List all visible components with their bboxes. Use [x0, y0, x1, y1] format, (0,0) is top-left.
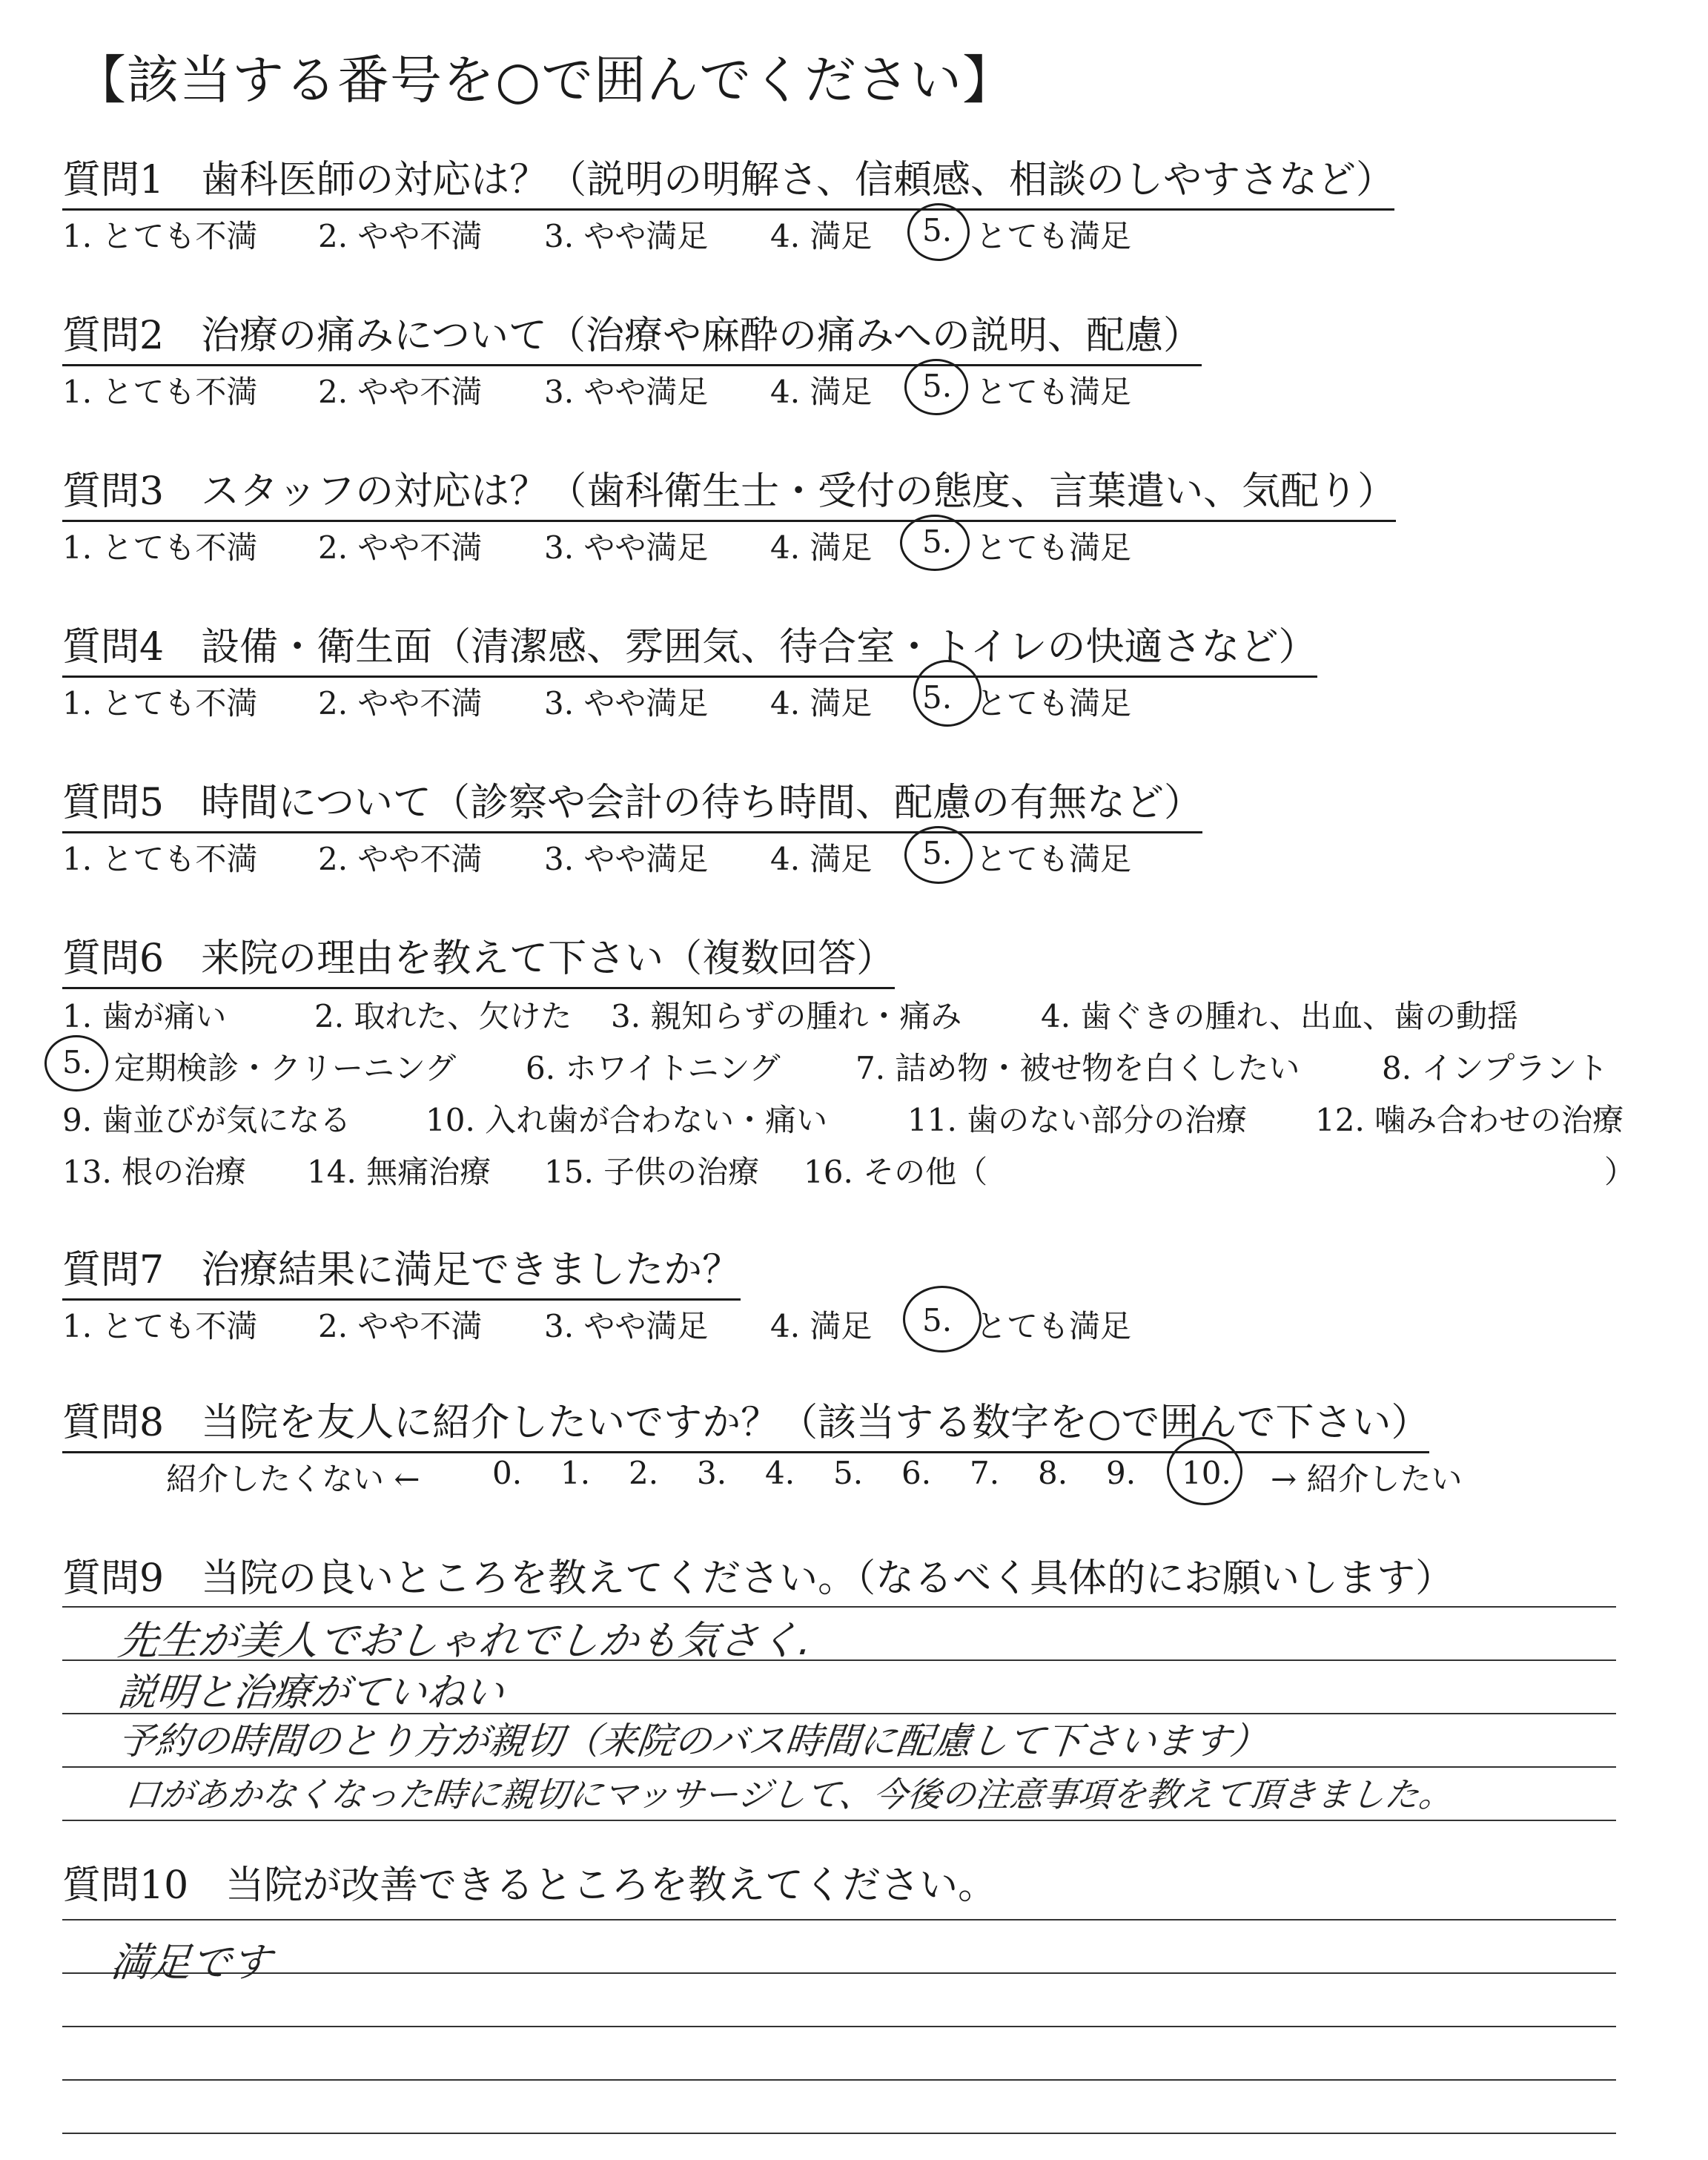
reason-option-11[interactable]: 11. 歯のない部分の治療 — [907, 1102, 1248, 1138]
handwritten-answer-line-1: 先生が美人でおしゃれでしかも気さく. — [116, 1617, 815, 1664]
option-5[interactable]: 5. — [922, 368, 953, 404]
option-4[interactable]: 4. 満足 — [770, 529, 873, 566]
reason-option-16-close: ） — [1604, 1154, 1636, 1190]
recommend-2[interactable]: 2. — [629, 1455, 659, 1491]
reason-option-5-label: 定期検診・クリーニング — [114, 1050, 457, 1086]
recommend-9[interactable]: 9. — [1106, 1455, 1136, 1491]
handwritten-answer-10: 満足です — [108, 1939, 274, 1986]
recommend-8[interactable]: 8. — [1038, 1455, 1068, 1491]
reason-option-5[interactable]: 5. — [62, 1044, 93, 1080]
question-number: 質問8 — [62, 1401, 165, 1445]
option-1[interactable]: 1. とても不満 — [62, 374, 258, 410]
option-3[interactable]: 3. やや満足 — [544, 529, 709, 566]
recommend-7[interactable]: 7. — [970, 1455, 1000, 1491]
option-2[interactable]: 2. やや不満 — [318, 685, 483, 721]
reason-option-3[interactable]: 3. 親知らずの腫れ・痛み — [611, 998, 962, 1034]
question-number: 質問10 — [62, 1863, 189, 1908]
question-number: 質問2 — [62, 314, 165, 358]
recommend-right-label: → 紹介したい — [1271, 1461, 1463, 1497]
answer-line — [62, 1972, 1616, 1974]
reason-option-14[interactable]: 14. 無痛治療 — [307, 1154, 491, 1190]
recommend-3[interactable]: 3. — [697, 1455, 727, 1491]
question-title — [62, 304, 1202, 366]
option-4[interactable]: 4. 満足 — [770, 374, 873, 410]
question-text: 当院の良いところを教えてください。（なるべく具体的にお願いします） — [201, 1556, 1454, 1601]
question-title — [62, 1238, 741, 1301]
answer-line — [62, 1820, 1616, 1821]
question-number: 質問5 — [62, 781, 165, 825]
question-number: 質問7 — [62, 1248, 165, 1292]
question-number: 質問6 — [62, 937, 165, 981]
option-1[interactable]: 1. とても不満 — [62, 1308, 258, 1344]
option-2[interactable]: 2. やや不満 — [318, 841, 483, 877]
question-title — [62, 460, 1396, 522]
answer-line — [62, 2026, 1616, 2027]
recommend-0[interactable]: 0. — [492, 1455, 523, 1491]
option-5-label: とても満足 — [976, 685, 1132, 721]
option-5-label: とても満足 — [976, 529, 1132, 566]
handwritten-answer-line-2: 説明と治療がていねい — [116, 1671, 506, 1715]
reason-option-6[interactable]: 6. ホワイトニング — [526, 1050, 781, 1086]
reason-option-12[interactable]: 12. 噛み合わせの治療 — [1315, 1102, 1624, 1138]
option-3[interactable]: 3. やや満足 — [544, 218, 709, 254]
option-5-label: とても満足 — [976, 374, 1132, 410]
option-3[interactable]: 3. やや満足 — [544, 685, 709, 721]
option-1[interactable]: 1. とても不満 — [62, 685, 258, 721]
question-number: 質問1 — [62, 158, 165, 202]
reason-option-2[interactable]: 2. 取れた、欠けた — [314, 998, 572, 1034]
option-4[interactable]: 4. 満足 — [770, 685, 873, 721]
question-title — [62, 927, 895, 989]
option-2[interactable]: 2. やや不満 — [318, 374, 483, 410]
option-4[interactable]: 4. 満足 — [770, 841, 873, 877]
question-title — [62, 615, 1317, 678]
question-text: 歯科医師の対応は？（説明の明解さ、信頼感、相談のしやすさなど） — [201, 158, 1395, 202]
reason-option-10[interactable]: 10. 入れ歯が合わない・痛い — [426, 1102, 828, 1138]
answer-line — [62, 2079, 1616, 2081]
handwritten-answer-line-4: 口があかなくなった時に親切にマッサージして、今後の注意事項を教えて頂きました。 — [123, 1774, 1455, 1814]
option-2[interactable]: 2. やや不満 — [318, 218, 483, 254]
option-2[interactable]: 2. やや不満 — [318, 1308, 483, 1344]
question-text: 治療結果に満足できましたか？ — [201, 1248, 741, 1292]
reason-option-13[interactable]: 13. 根の治療 — [62, 1154, 247, 1190]
recommend-5[interactable]: 5. — [833, 1455, 864, 1491]
option-5[interactable]: 5. — [922, 835, 953, 871]
reason-option-1[interactable]: 1. 歯が痛い — [62, 998, 227, 1034]
reason-option-16[interactable]: 16. その他（ — [804, 1154, 988, 1190]
option-4[interactable]: 4. 満足 — [770, 218, 873, 254]
handwritten-answer-line-3: 予約の時間のとり方が親切（来院のバス時間に配慮して下さいます） — [116, 1720, 1270, 1763]
recommend-6[interactable]: 6. — [901, 1455, 932, 1491]
reason-option-7[interactable]: 7. 詰め物・被せ物を白くしたい — [855, 1050, 1300, 1086]
reason-option-8[interactable]: 8. インプラント — [1382, 1050, 1609, 1086]
question-text: スタッフの対応は？（歯科衛生士・受付の態度、言葉遣い、気配り） — [201, 469, 1397, 514]
question-title — [62, 1547, 1454, 1607]
answer-line — [62, 2133, 1616, 2134]
question-title — [62, 771, 1202, 833]
question-number: 質問9 — [62, 1556, 165, 1601]
option-5[interactable]: 5. — [922, 679, 953, 716]
question-title — [62, 1391, 1429, 1453]
option-3[interactable]: 3. やや満足 — [544, 1308, 709, 1344]
reason-option-4[interactable]: 4. 歯ぐきの腫れ、出血、歯の動揺 — [1041, 998, 1518, 1034]
option-1[interactable]: 1. とても不満 — [62, 218, 258, 254]
question-text: 時間について（診察や会計の待ち時間、配慮の有無など） — [201, 781, 1203, 825]
recommend-left-label: 紹介したくない ← — [166, 1461, 420, 1497]
answer-line — [62, 1606, 1616, 1608]
option-3[interactable]: 3. やや満足 — [544, 841, 709, 877]
option-5-label: とても満足 — [976, 841, 1132, 877]
question-text: 当院を友人に紹介したいですか？（該当する数字を○で囲んで下さい） — [201, 1401, 1430, 1445]
question-number: 質問4 — [62, 625, 165, 670]
reason-option-9[interactable]: 9. 歯並びが気になる — [62, 1102, 351, 1138]
option-5[interactable]: 5. — [922, 524, 953, 560]
option-3[interactable]: 3. やや満足 — [544, 374, 709, 410]
question-text: 治療の痛みについて（治療や麻酔の痛みへの説明、配慮） — [201, 314, 1202, 358]
option-1[interactable]: 1. とても不満 — [62, 529, 258, 566]
recommend-4[interactable]: 4. — [765, 1455, 795, 1491]
option-4[interactable]: 4. 満足 — [770, 1308, 873, 1344]
option-1[interactable]: 1. とても不満 — [62, 841, 258, 877]
page-title: 【該当する番号を○で囲んでください】 — [74, 50, 1016, 110]
option-2[interactable]: 2. やや不満 — [318, 529, 483, 566]
recommend-1[interactable]: 1. — [560, 1455, 591, 1491]
reason-option-15[interactable]: 15. 子供の治療 — [544, 1154, 760, 1190]
recommend-10[interactable]: 10. — [1182, 1455, 1231, 1491]
option-5-label: とても満足 — [976, 1308, 1132, 1344]
question-text: 来院の理由を教えて下さい（複数回答） — [201, 937, 896, 981]
answer-line — [62, 1919, 1616, 1920]
option-5-label: とても満足 — [976, 218, 1132, 254]
question-text: 設備・衛生面（清潔感、雰囲気、待合室・トイレの快適さなど） — [201, 625, 1317, 670]
question-text: 当院が改善できるところを教えてください。 — [225, 1863, 997, 1908]
option-5[interactable]: 5. — [922, 1302, 953, 1338]
question-number: 質問3 — [62, 469, 165, 514]
question-title — [62, 148, 1394, 211]
option-5[interactable]: 5. — [922, 212, 953, 248]
question-title — [62, 1854, 996, 1914]
